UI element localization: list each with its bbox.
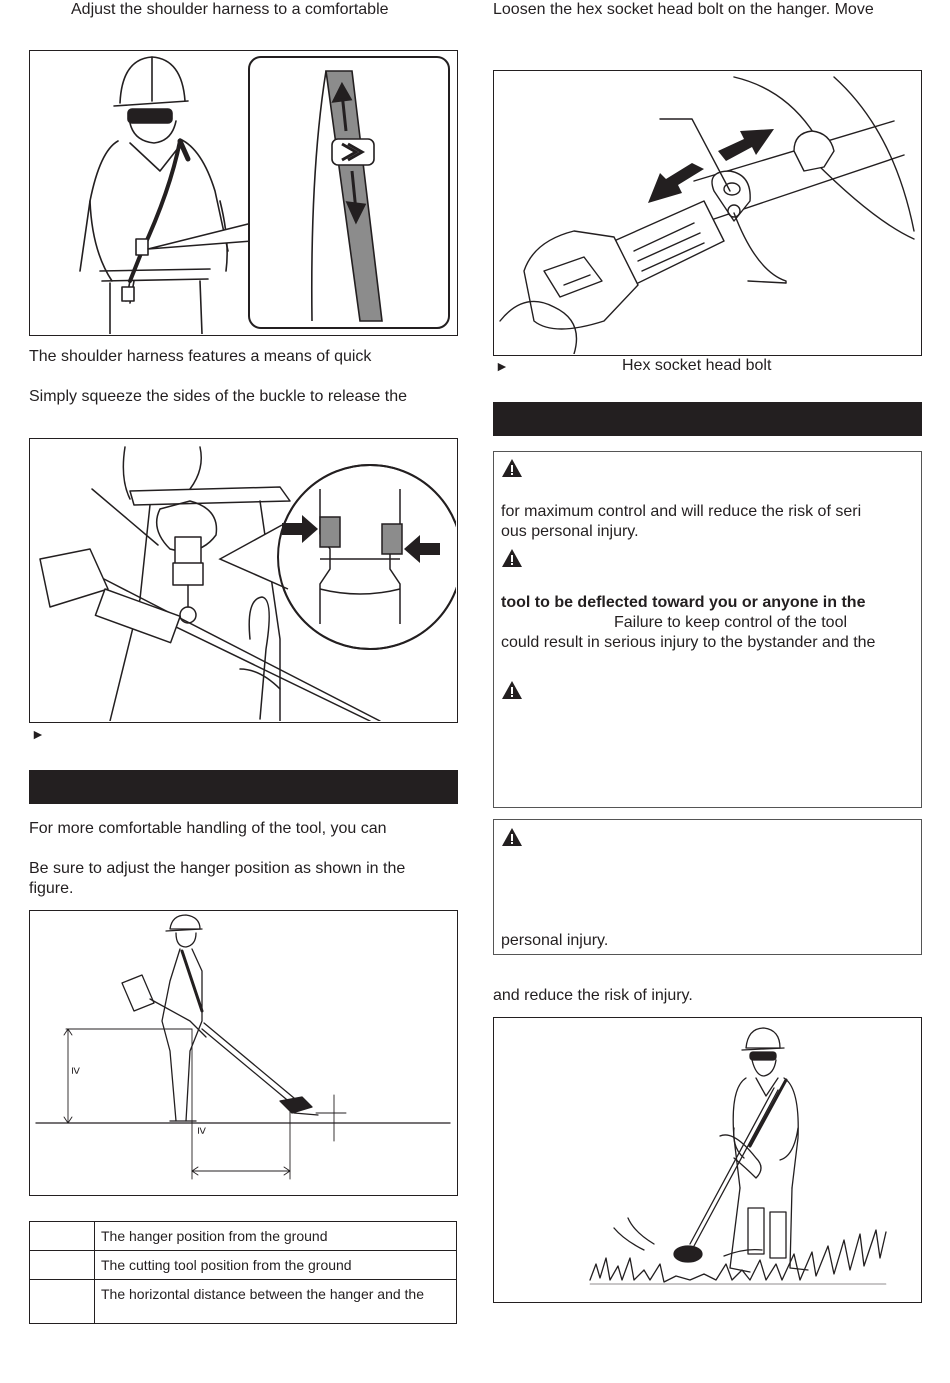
dimension-c-symbol: ≥ [195,1127,210,1135]
loosen-bolt-text: Loosen the hex socket head bolt on the hanger. Move [493,1,874,18]
figure-word-text: figure. [29,880,74,897]
hex-bolt-caption: Hex socket head bolt [622,357,772,374]
figure-caption-arrow-right: ► [495,358,509,374]
warning-box-operation [493,451,922,808]
table-key-cell [30,1280,95,1324]
warning1-line4: Failure to keep control of the tool [614,614,848,631]
figure-operating-trimmer [493,1017,922,1303]
hanger-dimension-table [29,1221,457,1324]
figure-quick-release-buckle [29,438,458,723]
warning1-line1: for maximum control and will reduce the risk of seri [501,503,862,520]
table-key-cell [30,1222,95,1251]
warning-triangle-icon [501,458,523,478]
section-heading-bar-left [29,770,458,804]
table-row [30,1251,457,1280]
squeeze-buckle-text: Simply squeeze the sides of the buckle to release the [29,388,407,405]
section-heading-bar-right [493,402,922,436]
warning-triangle-icon [501,680,523,700]
figure-hanger-position [29,910,458,1196]
comfort-handling-text: For more comfortable handling of the tool, you can [29,820,387,837]
harness-adjust-text: Adjust the shoulder harness to a comfortable [71,1,389,18]
table-value-cell: The cutting tool position from the ground [95,1251,457,1280]
warning2-line1: personal injury. [501,932,609,949]
table-value-cell: The horizontal distance between the hanger and the [95,1280,457,1324]
warning-triangle-icon [501,827,523,847]
be-sure-adjust-text: Be sure to adjust the hanger position as shown in the [29,860,406,877]
warning-box-injury [493,819,922,955]
warning1-line3: tool to be deflected toward you or anyone in the [501,594,866,611]
reduce-risk-text: and reduce the risk of injury. [493,987,693,1004]
quick-release-text: The shoulder harness features a means of quick [29,348,372,365]
figure-caption-arrow: ► [31,726,45,742]
warning-triangle-icon [501,548,523,568]
figure-shoulder-harness [29,50,458,336]
dimension-a-symbol: ≥ [69,1067,84,1075]
table-value-cell: The hanger position from the ground [95,1222,457,1251]
table-row [30,1222,457,1251]
figure-hanger-bolt [493,70,922,356]
warning1-line2: ous personal injury. [501,523,639,540]
table-row [30,1280,457,1324]
warning1-line5: could result in serious injury to the bystander and the [501,634,876,651]
table-key-cell [30,1251,95,1280]
